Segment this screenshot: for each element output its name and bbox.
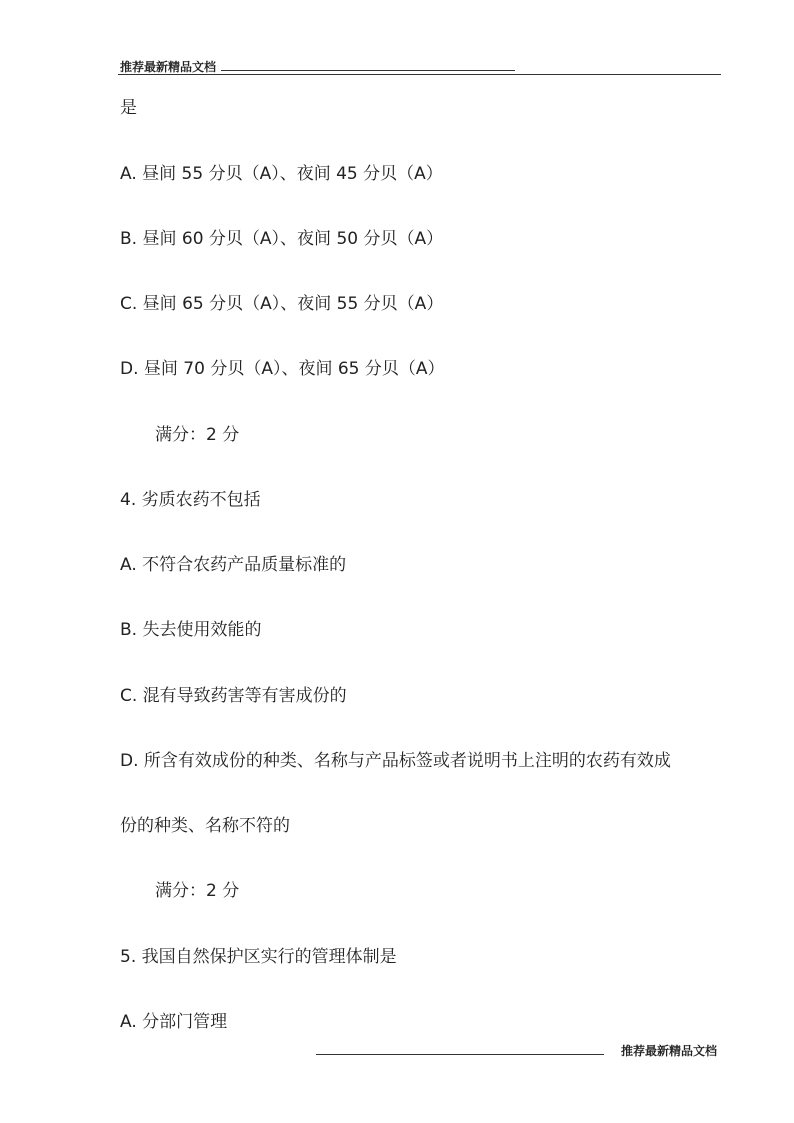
option-a-q3: A. 昼间 55 分贝（A）、夜间 45 分贝（A） xyxy=(120,164,443,184)
option-b-q4: B. 失去使用效能的 xyxy=(120,620,262,640)
text-line-continuation: 是 xyxy=(120,98,137,118)
header-rule xyxy=(118,74,721,75)
option-d-q3: D. 昼间 70 分贝（A）、夜间 65 分贝（A） xyxy=(120,359,445,379)
page-footer xyxy=(316,1040,721,1060)
footer-rule xyxy=(316,1054,604,1055)
option-a-q5: A. 分部门管理 xyxy=(120,1012,228,1032)
header-underline xyxy=(221,70,515,71)
header-text: 推荐最新精品文档 xyxy=(120,60,217,74)
option-d-q4: D. 所含有效成份的种类、名称与产品标签或者说明书上注明的农药有效成 xyxy=(120,751,671,771)
option-c-q3: C. 昼间 65 分贝（A）、夜间 55 分贝（A） xyxy=(120,294,444,314)
option-a-q4: A. 不符合农药产品质量标准的 xyxy=(120,555,347,575)
page-header xyxy=(118,56,721,76)
question-4: 4. 劣质农药不包括 xyxy=(120,490,261,510)
option-d-q4-continued: 份的种类、名称不符的 xyxy=(120,816,290,836)
question-5: 5. 我国自然保护区实行的管理体制是 xyxy=(120,947,397,967)
option-b-q3: B. 昼间 60 分贝（A）、夜间 50 分贝（A） xyxy=(120,229,444,249)
option-c-q4: C. 混有导致药害等有害成份的 xyxy=(120,686,347,706)
score-q4: 满分：2 分 xyxy=(155,881,240,901)
footer-text: 推荐最新精品文档 xyxy=(621,1044,718,1058)
score-q3: 满分：2 分 xyxy=(155,425,240,445)
